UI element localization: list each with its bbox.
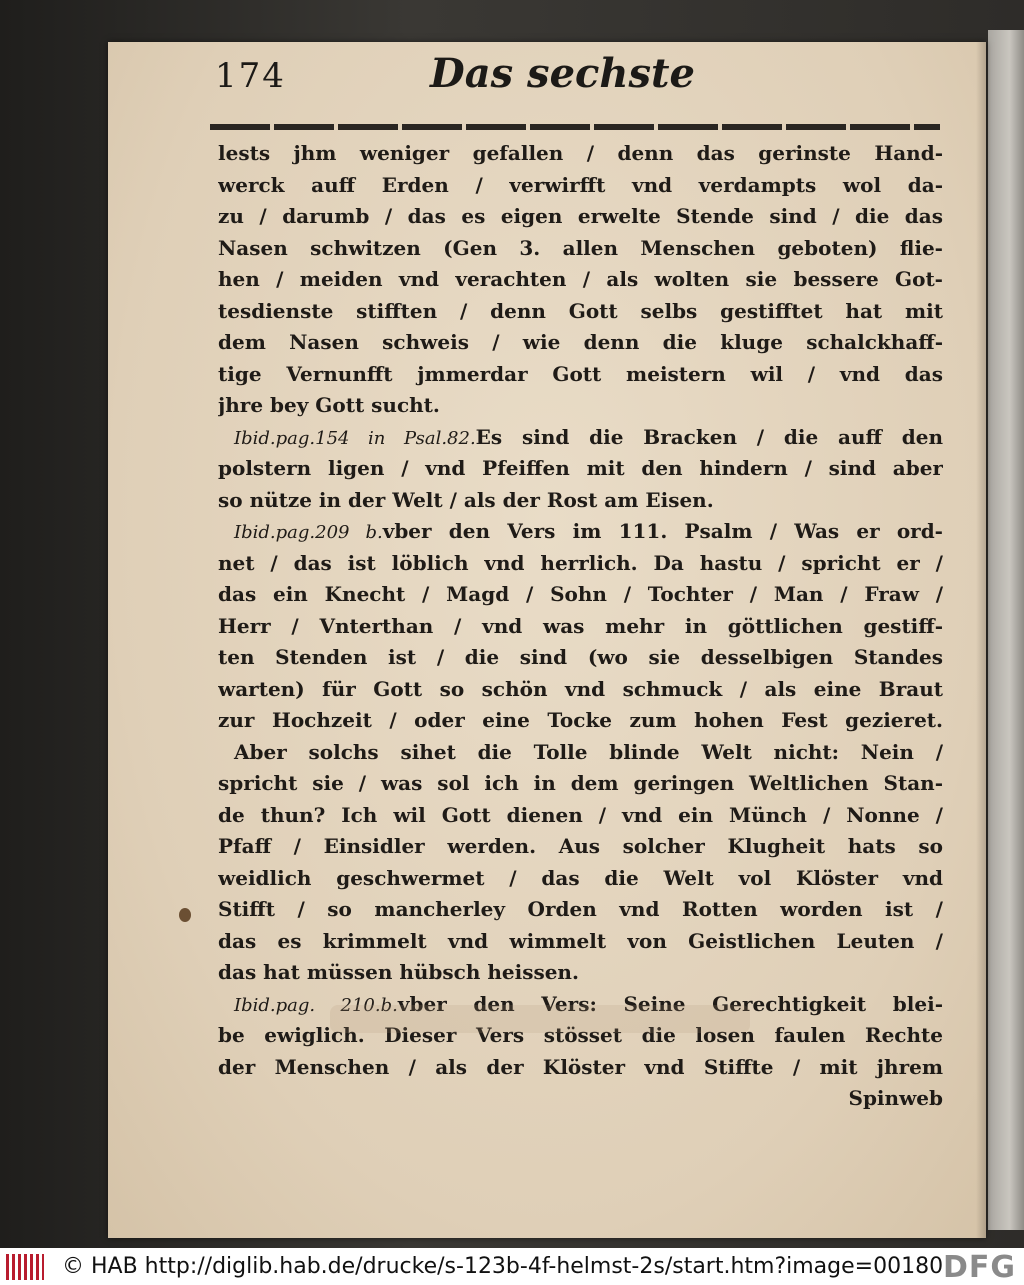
- text-line: dem Nasen schweis / wie denn die kluge schalckhaff-: [218, 330, 943, 354]
- text-line: Nasen schwitzen (Gen 3. allen Menschen geboten) flie-: [218, 235, 943, 260]
- copyright-url[interactable]: © HAB http://diglib.hab.de/drucke/s-123b-4f-helmst-2s/start.htm?image=00180: [62, 1254, 944, 1279]
- text-line: zur Hochzeit / oder eine Tocke zum hohen Fest gezieret.: [218, 708, 943, 732]
- text-line: das hat müssen hübsch heissen.: [218, 960, 579, 984]
- adjacent-page-edge: [988, 30, 1024, 1230]
- citation-ref: Ibid.pag.209 b.: [234, 522, 383, 543]
- text-line: das ein Knecht / Magd / Sohn / Tochter / Man / Fraw /: [218, 582, 943, 606]
- ink-stain: [179, 908, 191, 922]
- text-line: polstern ligen / vnd Pfeiffen mit den hindern / sind aber: [218, 456, 943, 480]
- text-line: lests jhm weniger gefallen / denn das gerinste Hand-: [218, 141, 943, 165]
- text-line: Ibid.pag.209 b.vber den Vers im 111. Psalm / Was er ord-: [234, 519, 943, 543]
- text-line: das es krimmelt vnd wimmelt von Geistlichen Leuten /: [218, 928, 943, 953]
- page-shadow-edge: [976, 42, 986, 1238]
- text-line: weidlich geschwermet / das die Welt vol Klöster vnd: [218, 865, 943, 890]
- footer-bar: [0, 1248, 1024, 1285]
- running-title: Das sechste: [430, 50, 695, 97]
- citation-ref: Ibid.pag. 210.b.: [234, 994, 398, 1016]
- text-line: so nütze in der Welt / als der Rost am Eisen.: [218, 487, 714, 512]
- text-line: hen / meiden vnd verachten / als wolten sie bessere Got-: [218, 267, 943, 291]
- text-line: Ibid.pag.154 in Psal.82.Es sind die Bracken / die auff den: [234, 424, 943, 449]
- body-text: [218, 138, 943, 1115]
- catchword: Spinweb: [848, 1086, 943, 1110]
- text-line: spricht sie / was sol ich in dem geringen Weltlichen Stan-: [218, 771, 943, 795]
- text-line: Ibid.pag. 210.b.vber den Vers: Seine Gerechtigkeit blei-: [234, 991, 943, 1016]
- page-header: [215, 50, 715, 120]
- text-line: der Menschen / als der Klöster vnd Stiffte / mit jhrem: [218, 1054, 943, 1079]
- citation-ref: Ibid.pag.154 in Psal.82.: [234, 427, 476, 449]
- text-line: Herr / Vnterthan / vnd was mehr in göttlichen gestiff-: [218, 613, 943, 638]
- text-line: Stifft / so mancherley Orden vnd Rotten worden ist /: [218, 897, 943, 921]
- header-rule: [210, 124, 940, 130]
- text-line: werck auff Erden / verwirfft vnd verdampts wol da-: [218, 172, 943, 197]
- text-line: tesdienste stifften / denn Gott selbs gestifftet hat mit: [218, 298, 943, 323]
- library-logo-icon: [6, 1254, 44, 1280]
- text-line: Pfaff / Einsidler werden. Aus solcher Klugheit hats so: [218, 834, 943, 858]
- text-line: jhre bey Gott sucht.: [218, 393, 440, 417]
- text-line: zu / darumb / das es eigen erwelte Stende sind / die das: [218, 204, 943, 228]
- dfg-logo: DFG: [942, 1250, 1016, 1285]
- text-line: ten Stenden ist / die sind (wo sie desselbigen Standes: [218, 645, 943, 669]
- text-line: be ewiglich. Dieser Vers stösset die losen faulen Rechte: [218, 1023, 943, 1047]
- text-line: net / das ist löblich vnd herrlich. Da hastu / spricht er /: [218, 550, 943, 575]
- text-line: warten) für Gott so schön vnd schmuck / als eine Braut: [218, 676, 943, 701]
- bleed-through-mark: [330, 1005, 750, 1033]
- text-line: Aber solchs sihet die Tolle blinde Welt nicht: Nein /: [234, 739, 943, 764]
- page-number: 174: [215, 56, 286, 96]
- text-line: de thun? Ich wil Gott dienen / vnd ein Münch / Nonne /: [218, 802, 943, 827]
- text-line: tige Vernunfft jmmerdar Gott meistern wil / vnd das: [218, 361, 943, 386]
